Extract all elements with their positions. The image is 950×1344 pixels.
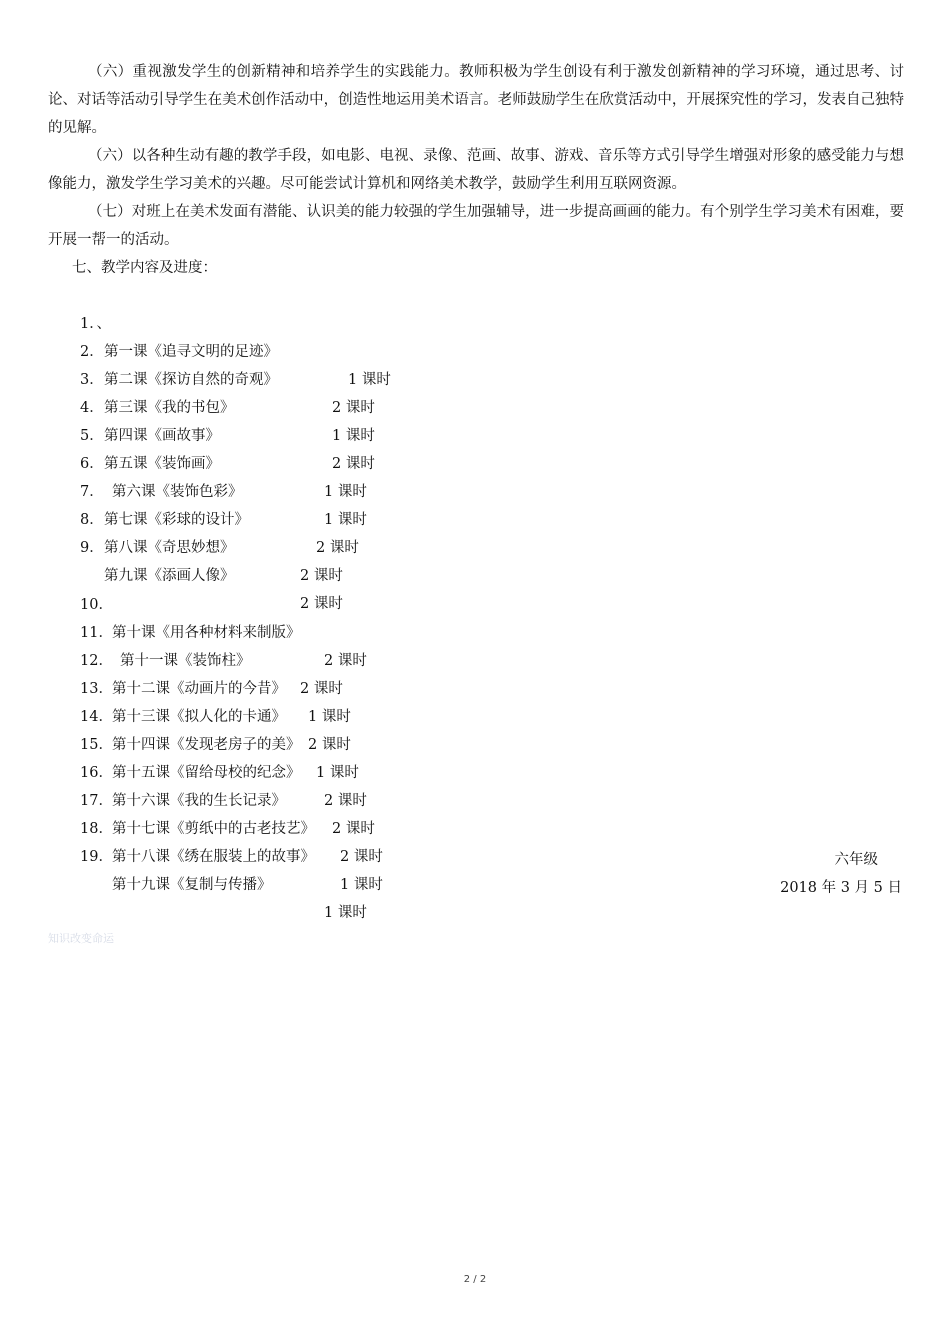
lesson-number: 4． xyxy=(80,400,104,416)
lesson-title: 第九课《添画人像》 xyxy=(104,568,235,584)
lesson-title: 第十二课《动画片的今昔》 xyxy=(112,681,286,697)
lesson-title: 第六课《装饰色彩》 xyxy=(112,484,243,500)
lesson-title: 第一课《追寻文明的足迹》 xyxy=(104,344,278,360)
lesson-hours: 2 课时 xyxy=(332,821,375,837)
lesson-hours: 2 课时 xyxy=(300,596,343,612)
lesson-hours: 2 课时 xyxy=(324,653,367,669)
watermark: 知识改变命运 xyxy=(48,932,114,945)
lesson-title: 第二课《探访自然的奇观》 xyxy=(104,372,278,388)
lesson-hours: 2 课时 xyxy=(340,849,383,865)
lesson-number: 1．、 xyxy=(80,316,111,332)
lesson-title: 第五课《装饰画》 xyxy=(104,456,220,472)
lesson-hours: 1 课时 xyxy=(324,512,367,528)
lesson-number: 8． xyxy=(80,512,104,528)
lesson-title: 第十七课《剪纸中的古老技艺》 xyxy=(112,821,315,837)
lesson-hours: 2 课时 xyxy=(308,737,351,753)
lesson-hours: 1 课时 xyxy=(308,709,351,725)
lesson-title: 第十三课《拟人化的卡通》 xyxy=(112,709,286,725)
lesson-number: 12． xyxy=(80,653,113,669)
lesson-number: 14． xyxy=(80,709,113,725)
lesson-number: 17． xyxy=(80,793,113,809)
lesson-title: 第十六课《我的生长记录》 xyxy=(112,793,286,809)
lesson-title: 第十八课《绣在服装上的故事》 xyxy=(112,849,315,865)
signature-grade: 六年级 xyxy=(834,852,878,868)
lesson-number: 5． xyxy=(80,428,104,444)
lesson-title: 第四课《画故事》 xyxy=(104,428,220,444)
lesson-hours: 2 课时 xyxy=(324,793,367,809)
signature-date: 2018 年 3 月 5 日 xyxy=(780,880,902,896)
lesson-number: 3． xyxy=(80,372,104,388)
lesson-hours: 1 课时 xyxy=(340,877,383,893)
lesson-hours: 1 课时 xyxy=(324,484,367,500)
lesson-title: 第十课《用各种材料来制版》 xyxy=(112,625,301,641)
lesson-number: 11． xyxy=(80,625,113,641)
lesson-number: 7． xyxy=(80,484,104,500)
lesson-number: 9． xyxy=(80,540,104,556)
lesson-number: 6． xyxy=(80,456,104,472)
lesson-number: 10． xyxy=(80,597,113,613)
lesson-title: 第八课《奇思妙想》 xyxy=(104,540,235,556)
lesson-title: 第十九课《复制与传播》 xyxy=(112,877,272,893)
lesson-title: 第十一课《装饰柱》 xyxy=(120,653,251,669)
lesson-number: 18． xyxy=(80,821,113,837)
paragraph-tutoring: （七）对班上在美术发面有潜能、认识美的能力较强的学生加强辅导，进一步提高画画的能力。有个别学生学习美术有困难，要开展一帮一的活动。 xyxy=(48,204,904,248)
lesson-hours: 2 课时 xyxy=(332,456,375,472)
lesson-hours: 2 课时 xyxy=(332,400,375,416)
lesson-title: 第十五课《留给母校的纪念》 xyxy=(112,765,301,781)
lesson-title: 第十四课《发现老房子的美》 xyxy=(112,737,301,753)
lesson-number: 15． xyxy=(80,737,113,753)
lesson-number: 19． xyxy=(80,849,113,865)
lesson-hours: 1 课时 xyxy=(316,765,359,781)
lesson-title: 第七课《彩球的设计》 xyxy=(104,512,249,528)
paragraph-innovation: （六）重视激发学生的创新精神和培养学生的实践能力。教师积极为学生创设有利于激发创新精神的学习环境，通过思考、讨论、对话等活动引导学生在美术创作活动中，创造性地运用美术语言。老师鼓励学生在欣赏活动中，开展探究性的学习，发表自己独特的见解。 xyxy=(48,64,904,136)
lesson-hours: 2 课时 xyxy=(316,540,359,556)
lesson-hours: 2 课时 xyxy=(300,568,343,584)
lesson-hours: 1 课时 xyxy=(348,372,391,388)
lesson-title: 第三课《我的书包》 xyxy=(104,400,235,416)
lesson-number: 16． xyxy=(80,765,113,781)
lesson-hours: 1 课时 xyxy=(332,428,375,444)
paragraph-teaching-methods: （六）以各种生动有趣的教学手段，如电影、电视、录像、范画、故事、游戏、音乐等方式引导学生增强对形象的感受能力与想像能力，激发学生学习美术的兴趣。尽可能尝试计算机和网络美术教学，鼓励学生利用互联网资源。 xyxy=(48,148,904,192)
lesson-hours: 1 课时 xyxy=(324,905,367,921)
lesson-number: 13． xyxy=(80,681,113,697)
section-heading: 七、教学内容及进度： xyxy=(72,260,217,276)
page-number: 2 / 2 xyxy=(463,1274,487,1285)
lesson-hours: 2 课时 xyxy=(300,681,343,697)
lesson-number: 2． xyxy=(80,344,104,360)
